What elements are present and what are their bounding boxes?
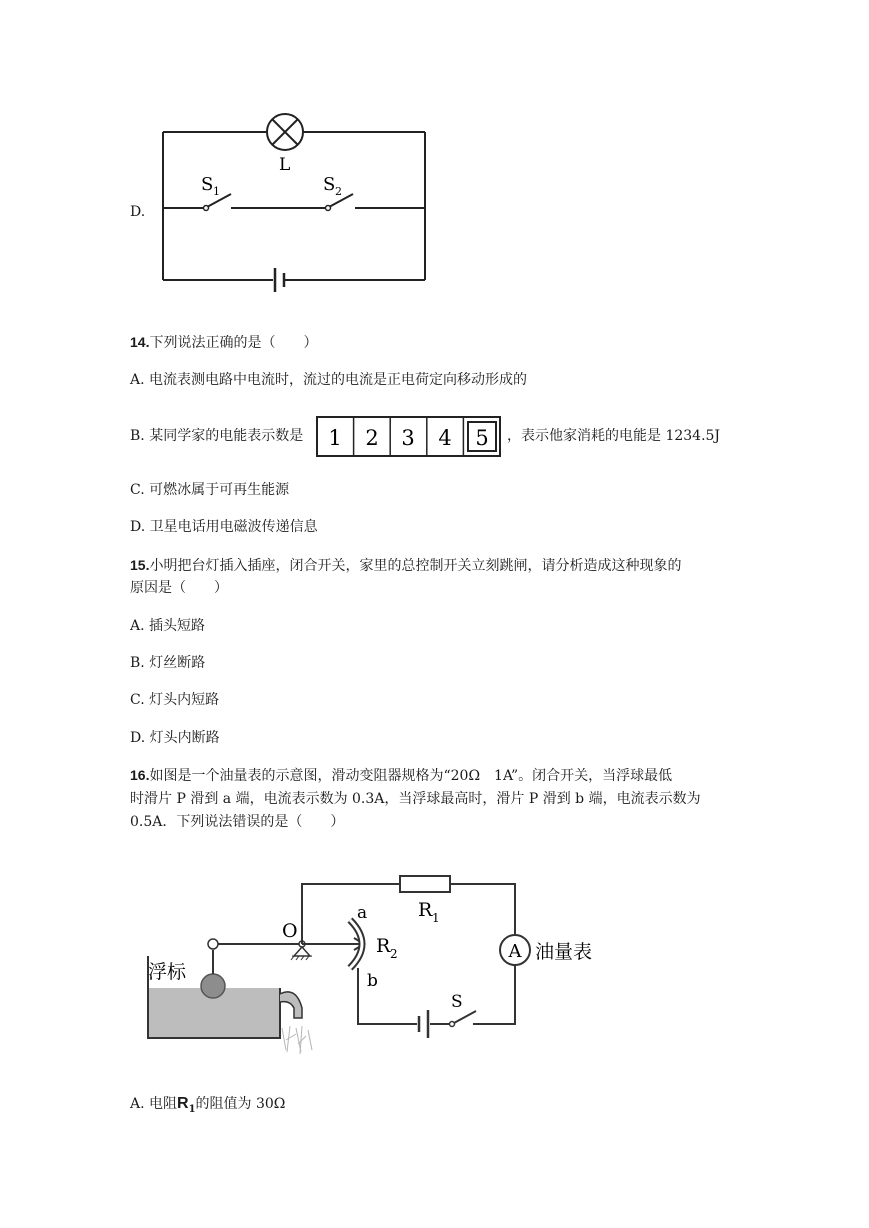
question-text: 如图是一个油量表的示意图，滑动变阻器规格为“20Ω 1A”。闭合开关，当浮球最低: [149, 768, 673, 784]
question-text: 下列说法正确的是（ ）: [149, 335, 318, 351]
switch-s1-subscript: 1: [213, 185, 220, 198]
q14-option-c: C. 可燃冰属于可再生能源: [130, 482, 290, 498]
r1-label: R: [418, 899, 433, 921]
q14-option-b-suffix: ，表示他家消耗的电能是 1234.5J: [507, 428, 721, 444]
option-a-prefix: A. 电阻: [130, 1096, 178, 1112]
option-a-r: R: [177, 1095, 189, 1112]
float-label: 浮标: [148, 961, 187, 983]
question-15-stem-line2: 原因是（ ）: [130, 580, 228, 596]
wire-top-right: [450, 884, 515, 934]
question-text: 小明把台灯插入插座，闭合开关，家里的总控制开关立刻跳闸，请分析造成这种现象的: [149, 558, 682, 574]
question-number: 16.: [130, 767, 150, 783]
question-16-stem-line1: [130, 765, 672, 786]
meter-digit: 3: [401, 426, 415, 450]
pivot-label: O: [282, 920, 298, 942]
oil-drips: [282, 1026, 312, 1054]
switch-s-label: S: [451, 992, 463, 1012]
switch-s1-pivot: [204, 206, 209, 211]
q15-option-d: D. 灯头内断路: [130, 730, 220, 746]
meter-digit: 1: [328, 426, 342, 450]
option-a-subscript: 1: [188, 1103, 196, 1115]
option-a-suffix: 的阻值为 30Ω: [195, 1096, 286, 1112]
q14-option-b-prefix: B. 某同学家的电能表示数是: [130, 428, 304, 444]
lamp-label: L: [279, 155, 291, 175]
meter-digit: 4: [438, 426, 452, 450]
meter-digit: 5: [475, 426, 489, 450]
meter-digit: 2: [365, 426, 379, 450]
resistor-r1: [400, 876, 450, 892]
switch-s-blade: [454, 1011, 476, 1023]
question-number: 14.: [130, 334, 150, 350]
outlet-pipe: [280, 992, 302, 1018]
switch-s1-label: S: [201, 174, 214, 195]
q15-option-a: A. 插头短路: [130, 618, 206, 634]
question-16-stem-line3: 0.5A．下列说法错误的是（ ）: [130, 814, 345, 830]
float-ball: [201, 974, 225, 998]
q15-option-b: B. 灯丝断路: [130, 655, 206, 671]
switch-s2-pivot: [326, 206, 331, 211]
terminal-a-label: a: [357, 903, 368, 923]
r2-subscript: 2: [390, 947, 398, 961]
float-rod-joint: [208, 939, 218, 949]
pivot-support: [294, 947, 310, 956]
wire-right: [473, 965, 515, 1024]
q15-option-c: C. 灯头内短路: [130, 692, 220, 708]
oil-gauge-diagram: [140, 868, 620, 1078]
question-14-stem: [130, 332, 317, 353]
ammeter-symbol: A: [508, 941, 522, 962]
question-number: 15.: [130, 557, 150, 573]
r1-subscript: 1: [432, 911, 440, 925]
question-16-stem-line2: 时滑片 P 滑到 a 端，电流表示数为 0.3A，当浮球最高时，滑片 P 滑到 b 端，电流表示数为: [130, 791, 701, 807]
oil-meter-label: 油量表: [535, 941, 593, 963]
switch-s2-label: S: [323, 174, 336, 195]
q14-option-d: D. 卫星电话用电磁波传递信息: [130, 519, 318, 535]
r2-label: R: [376, 935, 391, 957]
terminal-b-label: b: [367, 971, 378, 991]
question-15-stem-line1: [130, 555, 681, 576]
q16-option-a: [130, 1094, 285, 1120]
electric-meter-display: [316, 416, 502, 458]
circuit-diagram-d: [155, 108, 440, 298]
switch-s2-subscript: 2: [335, 185, 342, 198]
q14-option-a: A. 电流表测电路中电流时，流过的电流是正电荷定向移动形成的: [130, 372, 528, 388]
option-d-letter: D.: [130, 204, 146, 220]
